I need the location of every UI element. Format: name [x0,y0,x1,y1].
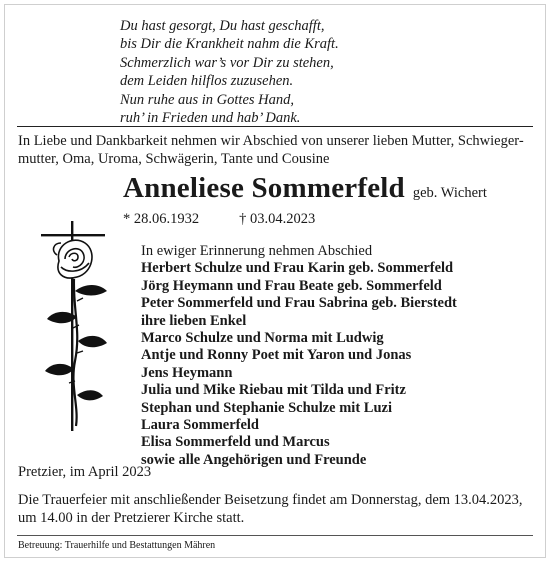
mourner-line: ihre lieben Enkel [141,312,247,329]
mourners-heading: In ewiger Erinnerung nehmen Abschied [141,243,373,259]
place-and-date: Pretzier, im April 2023 [18,464,152,480]
birth-name: geb. Wichert [412,185,487,201]
intro-text [18,132,538,169]
mourners-list [141,243,541,469]
mourner-line: Laura Sommerfeld [141,417,259,434]
mourner-line: Marco Schulze und Norma mit Ludwig [141,330,384,347]
service-line: Die Trauerfeier mit anschließender Beisetzung findet am Donnerstag, dem 13.04.2023, [18,492,523,508]
cross-with-rose-icon [37,221,117,441]
memorial-poem [120,17,520,127]
intro-line: mutter, Oma, Uroma, Schwägerin, Tante und Cousine [18,151,330,168]
top-divider [17,126,533,127]
mourner-line: sowie alle Angehörigen und Freunde [141,451,367,468]
bottom-divider [17,535,533,536]
funeral-home-credit: Betreuung: Trauerhilfe und Bestattungen Mähren [18,540,216,551]
mourner-line: Antje und Ronny Poet mit Yaron und Jonas [141,347,412,364]
funeral-service-info [18,491,543,528]
poem-line: ruh’ in Frieden und hab’ Dank. [120,110,301,127]
obituary-notice [4,4,546,558]
life-dates [123,211,315,228]
birth-date: * 28.06.1932 [123,211,200,227]
mourner-line: Jens Heymann [141,364,233,381]
mourner-line: Stephan und Stephanie Schulze mit Luzi [141,399,392,416]
intro-line: In Liebe und Dankbarkeit nehmen wir Abschied von unserer lieben Mutter, Schwieger- [18,133,524,149]
service-line: um 14.00 in der Pretzierer Kirche statt. [18,510,245,527]
deceased-name-row [123,172,487,205]
poem-line: Du hast gesorgt, Du hast geschafft, [120,18,325,34]
mourner-line: Jörg Heymann und Frau Beate geb. Sommerfeld [141,277,442,294]
mourner-line: Herbert Schulze und Frau Karin geb. Sommerfeld [141,260,454,277]
death-date: † 03.04.2023 [239,211,316,227]
deceased-name: Anneliese Sommerfeld [123,172,405,204]
mourner-line: Elisa Sommerfeld und Marcus [141,434,330,451]
mourner-line: Julia und Mike Riebau mit Tilda und Fritz [141,382,406,399]
poem-line: Schmerzlich war’s vor Dir zu stehen, [120,54,334,71]
poem-line: bis Dir die Krankheit nahm die Kraft. [120,36,339,53]
poem-line: dem Leiden hilflos zuzusehen. [120,73,294,90]
mourner-line: Peter Sommerfeld und Frau Sabrina geb. Bierstedt [141,295,457,312]
poem-line: Nun ruhe aus in Gottes Hand, [120,91,294,108]
